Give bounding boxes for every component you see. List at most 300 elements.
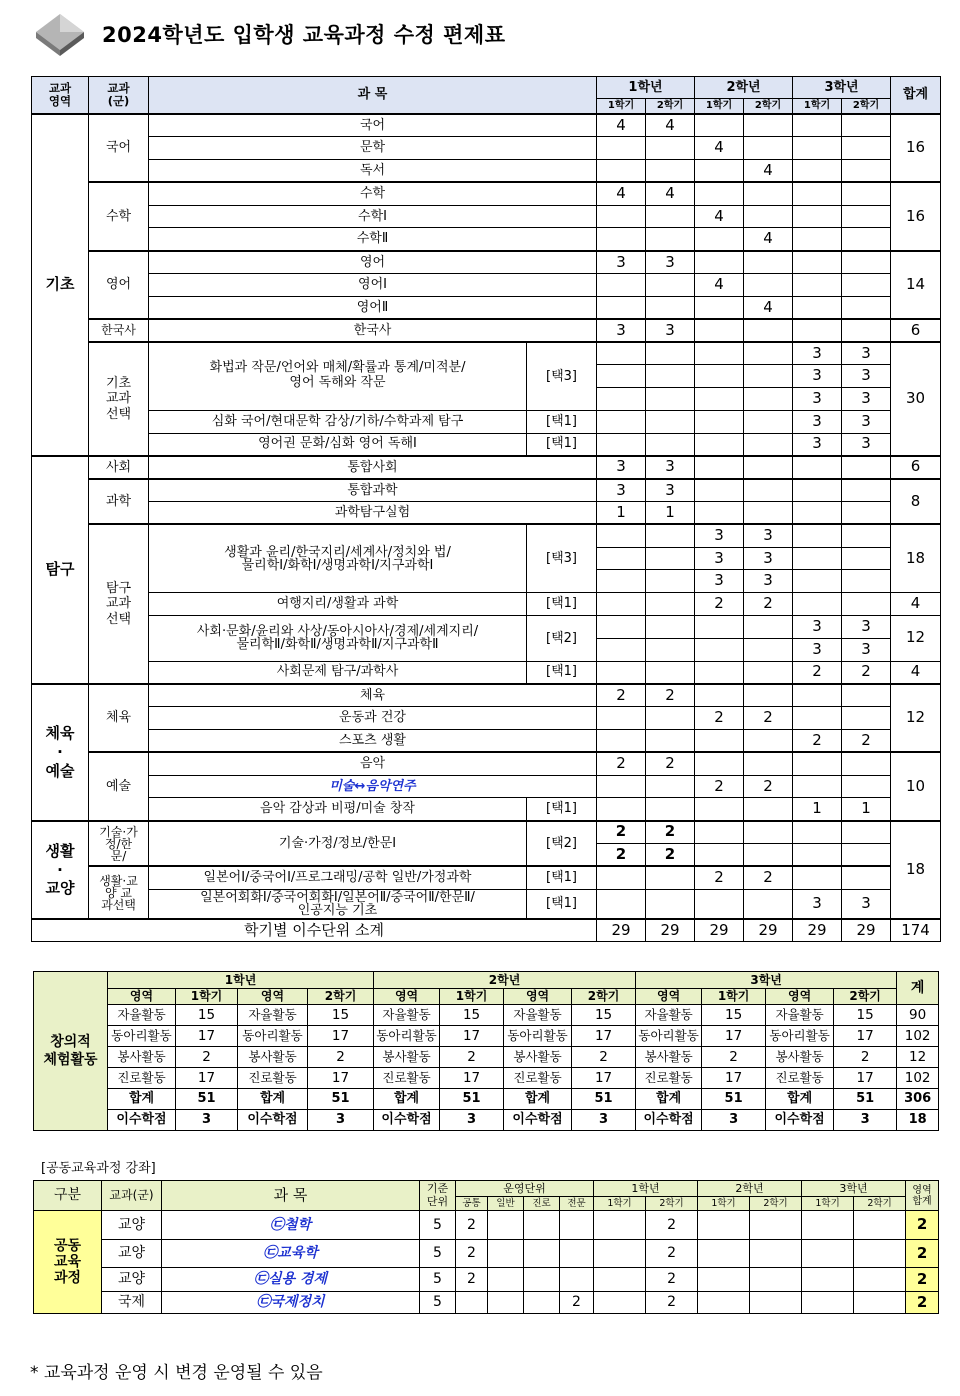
- header-semester: 2학기: [744, 99, 793, 115]
- unit-cell: 4: [597, 182, 646, 205]
- common-row: [34, 1292, 939, 1314]
- area-pe-art: 체육 · 예술: [32, 684, 89, 821]
- common-semester-cell: 2: [646, 1268, 698, 1292]
- total-cell: 6: [891, 456, 941, 479]
- common-header-div: 구분: [34, 1181, 102, 1211]
- creative-col-header: 1학기: [176, 989, 238, 1005]
- common-op-cell: [524, 1240, 560, 1268]
- choice-cell: [택1]: [527, 866, 597, 889]
- creative-area-cell: 자율활동: [374, 1005, 440, 1026]
- creative-value-cell: 2: [176, 1047, 238, 1068]
- group-tech: 기술·가 정/한 문/: [89, 821, 149, 867]
- common-op-cell: [524, 1211, 560, 1240]
- common-subject-cell: ㉢철학: [162, 1211, 420, 1240]
- subject-cell: 수학: [149, 182, 597, 205]
- creative-row: [34, 1005, 939, 1026]
- creative-total-cell: 12: [897, 1047, 939, 1068]
- group-social: 사회: [89, 456, 149, 479]
- unit-cell: 3: [842, 410, 891, 433]
- common-heading: [공동교육과정 강좌]: [41, 1161, 156, 1176]
- choice-cell: [택2]: [527, 821, 597, 867]
- common-semester-cell: [698, 1240, 750, 1268]
- unit-cell: 3: [793, 433, 842, 456]
- creative-area-cell: 봉사활동: [238, 1047, 308, 1068]
- common-subject-cell: ㉢교육학: [162, 1240, 420, 1268]
- subject-cell: 통합사회: [149, 456, 597, 479]
- group-basic-elective: 기초 교과 선택: [89, 342, 149, 456]
- creative-value-cell: 3: [834, 1110, 897, 1131]
- subject-cell: 영어Ⅱ: [149, 296, 597, 319]
- unit-cell: 3: [597, 251, 646, 274]
- creative-area-cell: 진로활동: [374, 1068, 440, 1089]
- creative-area-cell: 봉사활동: [374, 1047, 440, 1068]
- header-subject: 과 목: [149, 77, 597, 115]
- common-semester-cell: [750, 1268, 802, 1292]
- subject-cell: 한국사: [149, 319, 597, 342]
- total-cell: 6: [891, 319, 941, 342]
- creative-value-cell: 17: [176, 1026, 238, 1047]
- unit-cell: 3: [646, 319, 695, 342]
- common-area-total-cell: 2: [906, 1240, 939, 1268]
- subject-cell: 영어: [149, 251, 597, 274]
- creative-col-header: 2학기: [572, 989, 636, 1005]
- unit-cell: 2: [842, 661, 891, 684]
- subject-cell: 영어권 문화/심화 영어 독해Ⅰ: [149, 433, 527, 456]
- common-op-cell: [488, 1268, 524, 1292]
- creative-value-cell: 15: [440, 1005, 504, 1026]
- unit-cell: 3: [646, 251, 695, 274]
- creative-value-cell: 15: [308, 1005, 374, 1026]
- unit-cell: 3: [793, 410, 842, 433]
- creative-value-cell: 17: [308, 1026, 374, 1047]
- creative-year: 3학년: [636, 972, 897, 989]
- unit-cell: 2: [646, 752, 695, 775]
- common-op-cell: [524, 1292, 560, 1314]
- common-group-cell: 교양: [102, 1240, 162, 1268]
- creative-total-cell: 90: [897, 1005, 939, 1026]
- creative-col-header: 영역: [374, 989, 440, 1005]
- creative-row: [34, 1026, 939, 1047]
- area-life: 생활 · 교양: [32, 821, 89, 919]
- total-cell: 16: [891, 182, 941, 250]
- creative-value-cell: 2: [440, 1047, 504, 1068]
- area-inquiry: 탐구: [32, 456, 89, 684]
- common-semester-cell: [594, 1211, 646, 1240]
- common-header-semester: 1학기: [698, 1197, 750, 1211]
- creative-area-cell: 자율활동: [766, 1005, 834, 1026]
- unit-cell: 4: [646, 114, 695, 137]
- common-header-year: 2학년: [698, 1181, 802, 1197]
- common-semester-cell: [698, 1268, 750, 1292]
- total-cell: 14: [891, 251, 941, 319]
- subject-cell: 수학Ⅱ: [149, 228, 597, 251]
- creative-area-cell: 이수학점: [766, 1110, 834, 1131]
- common-semester-cell: [750, 1240, 802, 1268]
- common-op-cell: [456, 1292, 488, 1314]
- common-op-cell: [488, 1211, 524, 1240]
- unit-cell: 2: [793, 661, 842, 684]
- unit-cell: 4: [744, 160, 793, 183]
- common-header-kind: 진로: [524, 1197, 560, 1211]
- creative-area-cell: 합계: [636, 1089, 702, 1110]
- total-cell: 4: [891, 661, 941, 684]
- creative-value-cell: 15: [176, 1005, 238, 1026]
- creative-value-cell: 17: [702, 1068, 766, 1089]
- unit-cell: 3: [597, 479, 646, 502]
- subject-cell: 생활과 윤리/한국지리/세계사/정치와 법/ 물리학Ⅰ/화학Ⅰ/생명과학Ⅰ/지구과학Ⅰ: [149, 524, 527, 592]
- creative-area-cell: 자율활동: [108, 1005, 176, 1026]
- unit-cell: 2: [744, 775, 793, 798]
- unit-cell: 3: [793, 616, 842, 639]
- creative-area-cell: 봉사활동: [636, 1047, 702, 1068]
- choice-cell: [택1]: [527, 593, 597, 616]
- sum-value: 29: [646, 919, 695, 942]
- choice-cell: [택1]: [527, 410, 597, 433]
- common-semester-cell: [854, 1211, 906, 1240]
- choice-cell: [택1]: [527, 798, 597, 821]
- subject-cell: 사회·문화/윤리와 사상/동아시아사/경제/세계지리/ 물리학Ⅱ/화학Ⅱ/생명과학Ⅱ/지구과학Ⅱ: [149, 616, 527, 662]
- creative-area-cell: 합계: [504, 1089, 572, 1110]
- common-header-semester: 1학기: [594, 1197, 646, 1211]
- header-semester: 1학기: [597, 99, 646, 115]
- unit-cell: 3: [793, 889, 842, 919]
- creative-area-cell: 동아리활동: [504, 1026, 572, 1047]
- subject-cell: 사회문제 탐구/과학사: [149, 661, 527, 684]
- subject-cell: 영어Ⅰ: [149, 274, 597, 297]
- common-header-kind: 공통: [456, 1197, 488, 1211]
- creative-row: [34, 1068, 939, 1089]
- common-semester-cell: [698, 1211, 750, 1240]
- area-basic: 기초: [32, 114, 89, 456]
- unit-cell: 3: [842, 616, 891, 639]
- curriculum-table: [31, 76, 941, 942]
- subject-cell: 여행지리/생활과 과학: [149, 593, 527, 616]
- creative-col-header: 영역: [108, 989, 176, 1005]
- common-header-op: 운영단위: [456, 1181, 594, 1197]
- group-history: 한국사: [89, 319, 149, 342]
- common-subject-cell: ㉢국제정치: [162, 1292, 420, 1314]
- sum-value: 29: [744, 919, 793, 942]
- common-semester-cell: 2: [646, 1240, 698, 1268]
- common-header-semester: 2학기: [750, 1197, 802, 1211]
- unit-cell: 4: [597, 114, 646, 137]
- unit-cell: 2: [695, 707, 744, 730]
- group-inquiry-elective: 탐구 교과 선택: [89, 524, 149, 684]
- creative-row: [34, 1110, 939, 1131]
- header-year1: 1학년: [597, 77, 695, 99]
- creative-value-cell: 51: [572, 1089, 636, 1110]
- common-semester-cell: [698, 1292, 750, 1314]
- creative-area-cell: 이수학점: [636, 1110, 702, 1131]
- choice-cell: [택1]: [527, 433, 597, 456]
- common-subject-cell: ㉢실용 경제: [162, 1268, 420, 1292]
- subject-cell: 독서: [149, 160, 597, 183]
- subject-cell: 수학Ⅰ: [149, 205, 597, 228]
- group-pe: 체육: [89, 684, 149, 752]
- creative-area-cell: 합계: [108, 1089, 176, 1110]
- subject-cell: 체육: [149, 684, 597, 707]
- unit-cell: 2: [842, 730, 891, 753]
- creative-area-cell: 이수학점: [238, 1110, 308, 1131]
- creative-row: [34, 1047, 939, 1068]
- common-header-kind: 일반: [488, 1197, 524, 1211]
- common-row: [34, 1211, 939, 1240]
- subject-cell: 과학탐구실험: [149, 502, 597, 525]
- unit-cell: 2: [793, 730, 842, 753]
- footnote: * 교육과정 운영 시 변경 운영될 수 있음: [30, 1363, 323, 1383]
- common-semester-cell: [854, 1292, 906, 1314]
- creative-activity-table: [33, 971, 939, 1131]
- unit-cell: 2: [695, 775, 744, 798]
- creative-area-cell: 진로활동: [238, 1068, 308, 1089]
- common-op-cell: 2: [560, 1292, 594, 1314]
- creative-value-cell: 17: [440, 1068, 504, 1089]
- common-area-total-cell: 2: [906, 1211, 939, 1240]
- title-area: [30, 8, 505, 60]
- unit-cell: 1: [646, 502, 695, 525]
- common-base-cell: 5: [420, 1292, 456, 1314]
- sum-value: 29: [842, 919, 891, 942]
- unit-cell: 3: [597, 319, 646, 342]
- common-semester-cell: [750, 1211, 802, 1240]
- creative-value-cell: 51: [834, 1089, 897, 1110]
- common-group-cell: 교양: [102, 1211, 162, 1240]
- unit-cell: 3: [793, 638, 842, 661]
- header-area: 교과 영역: [32, 77, 89, 115]
- creative-value-cell: 17: [308, 1068, 374, 1089]
- unit-cell: 3: [842, 365, 891, 388]
- subject-cell: 음악: [149, 752, 597, 775]
- creative-value-cell: 17: [702, 1026, 766, 1047]
- total-cell: 12: [891, 616, 941, 662]
- sum-value: 174: [891, 919, 941, 942]
- subject-cell: 스포츠 생활: [149, 730, 597, 753]
- unit-cell: 2: [597, 752, 646, 775]
- creative-row: [34, 1089, 939, 1110]
- common-group-cell: 국제: [102, 1292, 162, 1314]
- creative-value-cell: 2: [308, 1047, 374, 1068]
- common-row: [34, 1268, 939, 1292]
- subject-cell: 미술↔음악연주: [149, 775, 597, 798]
- common-op-cell: 2: [456, 1211, 488, 1240]
- common-semester-cell: [802, 1268, 854, 1292]
- unit-cell: 4: [695, 137, 744, 160]
- subject-cell: 운동과 건강: [149, 707, 597, 730]
- total-cell: 8: [891, 479, 941, 525]
- creative-value-cell: 2: [572, 1047, 636, 1068]
- common-semester-cell: 2: [646, 1211, 698, 1240]
- creative-total-cell: 306: [897, 1089, 939, 1110]
- total-cell: 18: [891, 821, 941, 919]
- creative-col-header: 2학기: [834, 989, 897, 1005]
- common-header-kind: 전문: [560, 1197, 594, 1211]
- common-semester-cell: [854, 1240, 906, 1268]
- creative-value-cell: 17: [834, 1026, 897, 1047]
- unit-cell: 3: [793, 342, 842, 365]
- common-header-subject: 과 목: [162, 1181, 420, 1211]
- common-semester-cell: 2: [646, 1292, 698, 1314]
- unit-cell: 3: [744, 570, 793, 593]
- unit-cell: 3: [744, 524, 793, 547]
- sum-value: 29: [597, 919, 646, 942]
- creative-value-cell: 15: [834, 1005, 897, 1026]
- choice-cell: [택3]: [527, 524, 597, 592]
- common-header-area-total: 영역 합계: [906, 1181, 939, 1211]
- creative-total-cell: 102: [897, 1068, 939, 1089]
- unit-cell: 3: [695, 570, 744, 593]
- total-cell: 18: [891, 524, 941, 592]
- unit-cell: 1: [793, 798, 842, 821]
- creative-value-cell: 15: [702, 1005, 766, 1026]
- creative-area-cell: 합계: [766, 1089, 834, 1110]
- unit-cell: 2: [695, 593, 744, 616]
- common-semester-cell: [854, 1268, 906, 1292]
- creative-area-cell: 동아리활동: [766, 1026, 834, 1047]
- creative-col-header: 2학기: [308, 989, 374, 1005]
- common-header-semester: 2학기: [854, 1197, 906, 1211]
- creative-year: 2학년: [374, 972, 636, 989]
- subject-cell: 일본어회화Ⅰ/중국어회화Ⅰ/일본어Ⅱ/중국어Ⅱ/한문Ⅱ/ 인공지능 기초: [149, 889, 527, 919]
- creative-value-cell: 17: [834, 1068, 897, 1089]
- group-science: 과학: [89, 479, 149, 525]
- unit-cell: 4: [646, 182, 695, 205]
- header-semester: 1학기: [793, 99, 842, 115]
- creative-area-cell: 이수학점: [374, 1110, 440, 1131]
- creative-value-cell: 17: [572, 1026, 636, 1047]
- subject-cell: 화법과 작문/언어와 매체/확률과 통계/미적분/ 영어 독해와 작문: [149, 342, 527, 410]
- common-base-cell: 5: [420, 1240, 456, 1268]
- creative-area-cell: 동아리활동: [374, 1026, 440, 1047]
- common-semester-cell: [594, 1292, 646, 1314]
- common-base-cell: 5: [420, 1268, 456, 1292]
- unit-cell: 3: [842, 433, 891, 456]
- creative-area-cell: 봉사활동: [108, 1047, 176, 1068]
- unit-cell: 3: [695, 524, 744, 547]
- sum-label: 학기별 이수단위 소계: [32, 919, 597, 942]
- creative-value-cell: 17: [440, 1026, 504, 1047]
- header-year2: 2학년: [695, 77, 793, 99]
- subject-cell: 일본어Ⅰ/중국어Ⅰ/프로그래밍/공학 일반/가정과학: [149, 866, 527, 889]
- creative-value-cell: 2: [702, 1047, 766, 1068]
- creative-col-header: 영역: [766, 989, 834, 1005]
- creative-area-cell: 봉사활동: [504, 1047, 572, 1068]
- common-op-cell: [560, 1240, 594, 1268]
- creative-area-cell: 진로활동: [766, 1068, 834, 1089]
- creative-area-cell: 합계: [238, 1089, 308, 1110]
- header-semester: 1학기: [695, 99, 744, 115]
- total-cell: 4: [891, 593, 941, 616]
- common-header-year: 1학년: [594, 1181, 698, 1197]
- creative-value-cell: 15: [572, 1005, 636, 1026]
- unit-cell: 4: [695, 274, 744, 297]
- header-year3: 3학년: [793, 77, 891, 99]
- common-header-group: 교과(군): [102, 1181, 162, 1211]
- unit-cell: 2: [597, 844, 646, 867]
- unit-cell: 2: [597, 684, 646, 707]
- unit-cell: 4: [744, 296, 793, 319]
- creative-value-cell: 51: [308, 1089, 374, 1110]
- unit-cell: 2: [646, 684, 695, 707]
- common-op-cell: [560, 1268, 594, 1292]
- common-semester-cell: [802, 1240, 854, 1268]
- creative-col-header: 1학기: [440, 989, 504, 1005]
- subject-cell: 음악 감상과 비평/미술 창작: [149, 798, 527, 821]
- choice-cell: [택1]: [527, 661, 597, 684]
- unit-cell: 3: [793, 388, 842, 411]
- creative-year: 1학년: [108, 972, 374, 989]
- unit-cell: 1: [597, 502, 646, 525]
- common-group-cell: 교양: [102, 1268, 162, 1292]
- unit-cell: 3: [597, 456, 646, 479]
- creative-area-cell: 자율활동: [636, 1005, 702, 1026]
- total-cell: 12: [891, 684, 941, 752]
- creative-value-cell: 3: [308, 1110, 374, 1131]
- group-english: 영어: [89, 251, 149, 319]
- creative-value-cell: 51: [702, 1089, 766, 1110]
- creative-area-cell: 진로활동: [504, 1068, 572, 1089]
- creative-total-cell: 102: [897, 1026, 939, 1047]
- common-op-cell: [560, 1211, 594, 1240]
- total-cell: 16: [891, 114, 941, 182]
- common-op-cell: [488, 1240, 524, 1268]
- common-header-base: 기준 단위: [420, 1181, 456, 1211]
- common-semester-cell: [802, 1292, 854, 1314]
- creative-label: 창의적 체험활동: [34, 972, 108, 1131]
- creative-area-cell: 합계: [374, 1089, 440, 1110]
- choice-cell: [택1]: [527, 889, 597, 919]
- unit-cell: 3: [842, 342, 891, 365]
- common-area-total-cell: 2: [906, 1292, 939, 1314]
- unit-cell: 3: [842, 889, 891, 919]
- unit-cell: 2: [646, 844, 695, 867]
- header-semester: 2학기: [646, 99, 695, 115]
- choice-cell: [택3]: [527, 342, 597, 410]
- logo-icon: [30, 8, 90, 60]
- unit-cell: 3: [695, 547, 744, 570]
- common-semester-cell: [594, 1268, 646, 1292]
- unit-cell: 2: [695, 866, 744, 889]
- subject-cell: 심화 국어/현대문학 감상/기하/수학과제 탐구: [149, 410, 527, 433]
- header-group: 교과 (군): [89, 77, 149, 115]
- subject-cell: 기술·가정/정보/한문Ⅰ: [149, 821, 527, 867]
- creative-value-cell: 2: [834, 1047, 897, 1068]
- subject-cell: 문학: [149, 137, 597, 160]
- unit-cell: 3: [842, 388, 891, 411]
- common-header-year: 3학년: [802, 1181, 906, 1197]
- subject-cell: 국어: [149, 114, 597, 137]
- creative-col-header: 영역: [238, 989, 308, 1005]
- common-group-label: 공동 교육 과정: [34, 1211, 102, 1314]
- sum-value: 29: [695, 919, 744, 942]
- unit-cell: 3: [842, 638, 891, 661]
- header-total: 합계: [891, 77, 941, 115]
- common-area-total-cell: 2: [906, 1268, 939, 1292]
- common-semester-cell: [750, 1292, 802, 1314]
- creative-area-cell: 자율활동: [238, 1005, 308, 1026]
- common-row: [34, 1240, 939, 1268]
- creative-area-cell: 동아리활동: [636, 1026, 702, 1047]
- sum-value: 29: [793, 919, 842, 942]
- creative-area-cell: 동아리활동: [108, 1026, 176, 1047]
- creative-value-cell: 3: [702, 1110, 766, 1131]
- unit-cell: 3: [646, 456, 695, 479]
- creative-col-header: 영역: [504, 989, 572, 1005]
- subject-cell: 통합과학: [149, 479, 597, 502]
- creative-value-cell: 3: [572, 1110, 636, 1131]
- creative-area-cell: 동아리활동: [238, 1026, 308, 1047]
- creative-total-header: 계: [897, 972, 939, 1005]
- page-title: 2024학년도 입학생 교육과정 수정 편제표: [102, 23, 506, 47]
